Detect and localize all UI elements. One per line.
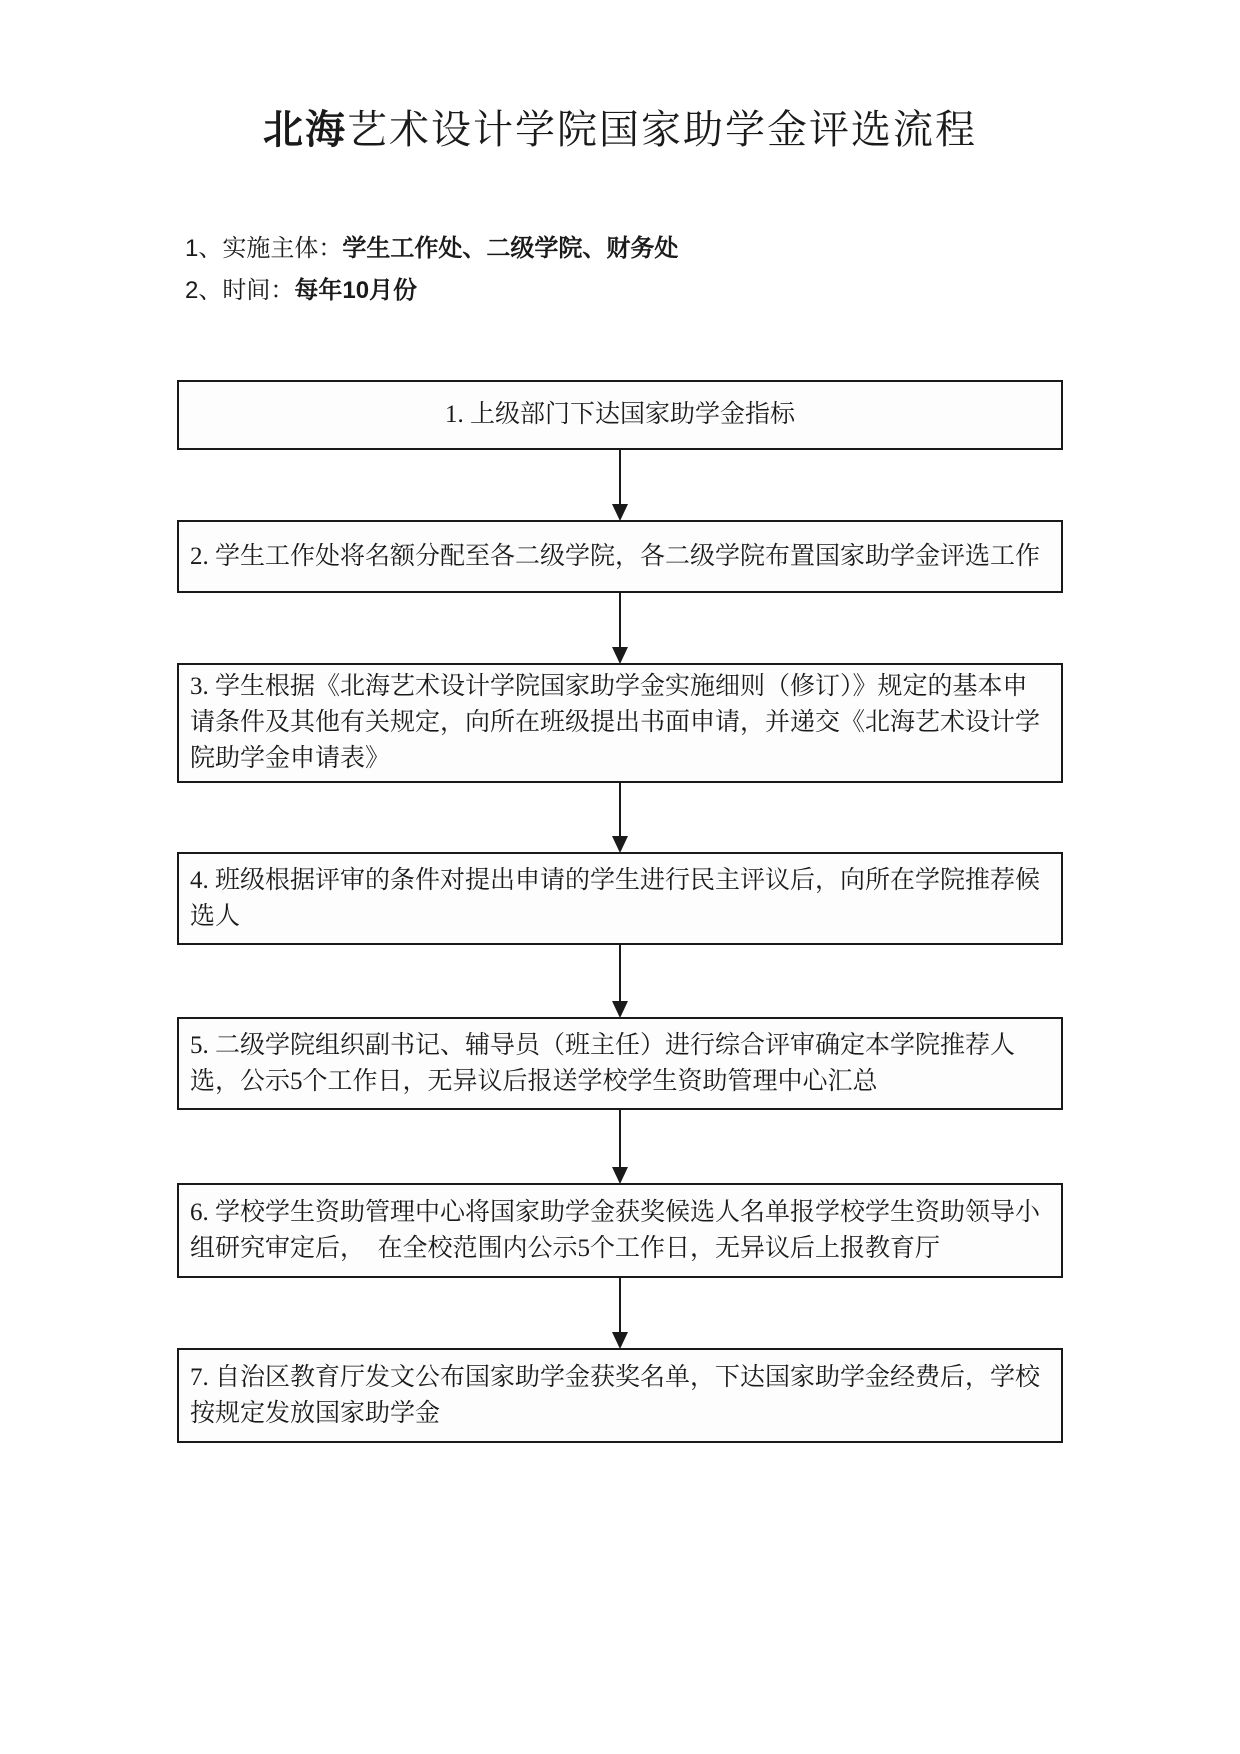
title-rest: 艺术设计学院国家助学金评选流程 <box>347 108 977 152</box>
flow-arrow-down <box>612 593 628 663</box>
flow-arrow-down <box>612 1110 628 1183</box>
flow-step-text: 5. 二级学院组织副书记、辅导员（班主任）进行综合评审确定本学院推荐人选，公示5个工作日，无异议后报送学校学生资助管理中心汇总 <box>190 1031 1016 1095</box>
meta-value: 每年10月份 <box>294 277 418 304</box>
page-title <box>0 106 1240 154</box>
meta-item-time <box>185 276 417 306</box>
flow-step-text: 2. 学生工作处将名额分配至各二级学院，各二级学院布置国家助学金评选工作 <box>190 542 1041 570</box>
flow-step <box>177 663 1063 783</box>
flow-step <box>177 520 1063 593</box>
meta-prefix: 2、 <box>185 277 223 304</box>
flow-step-text: 1. 上级部门下达国家助学金指标 <box>444 401 795 428</box>
flow-step-text: 3. 学生根据《北海艺术设计学院国家助学金实施细则（修订）》规定的基本申请条件及其他有关规定，向所在班级提出书面申请，并递交《北海艺术设计学院助学金申请表》 <box>190 673 1041 772</box>
flow-step <box>177 1348 1063 1443</box>
flow-step <box>177 852 1063 945</box>
flow-arrow-down <box>612 450 628 520</box>
flow-step <box>177 1183 1063 1278</box>
arrow-down-icon <box>612 836 628 853</box>
flow-arrow-down <box>612 783 628 852</box>
arrow-down-icon <box>612 1167 628 1184</box>
flow-step-text: 7. 自治区教育厅发文公布国家助学金获奖名单，下达国家助学金经费后，学校按规定发放国家助学金 <box>190 1363 1041 1427</box>
flow-step-text: 6. 学校学生资助管理中心将国家助学金获奖候选人名单报学校学生资助领导小组研究审定后， 在全校范围内公示5个工作日，无异议后上报教育厅 <box>190 1198 1041 1262</box>
meta-label: 时间： <box>222 277 295 304</box>
arrow-down-icon <box>612 1332 628 1349</box>
title-emphasis: 北海 <box>263 108 347 152</box>
meta-prefix: 1、 <box>185 235 223 262</box>
flow-arrow-down <box>612 945 628 1017</box>
flow-arrow-down <box>612 1278 628 1348</box>
meta-label: 实施主体： <box>222 235 343 262</box>
flow-step-text: 4. 班级根据评审的条件对提出申请的学生进行民主评议后，向所在学院推荐候选人 <box>190 866 1041 930</box>
meta-item-subject <box>185 234 678 264</box>
flow-step <box>177 1017 1063 1110</box>
arrow-down-icon <box>612 1001 628 1018</box>
meta-value: 学生工作处、二级学院、财务处 <box>342 235 679 262</box>
arrow-down-icon <box>612 647 628 664</box>
arrow-down-icon <box>612 504 628 521</box>
flow-step <box>177 380 1063 450</box>
